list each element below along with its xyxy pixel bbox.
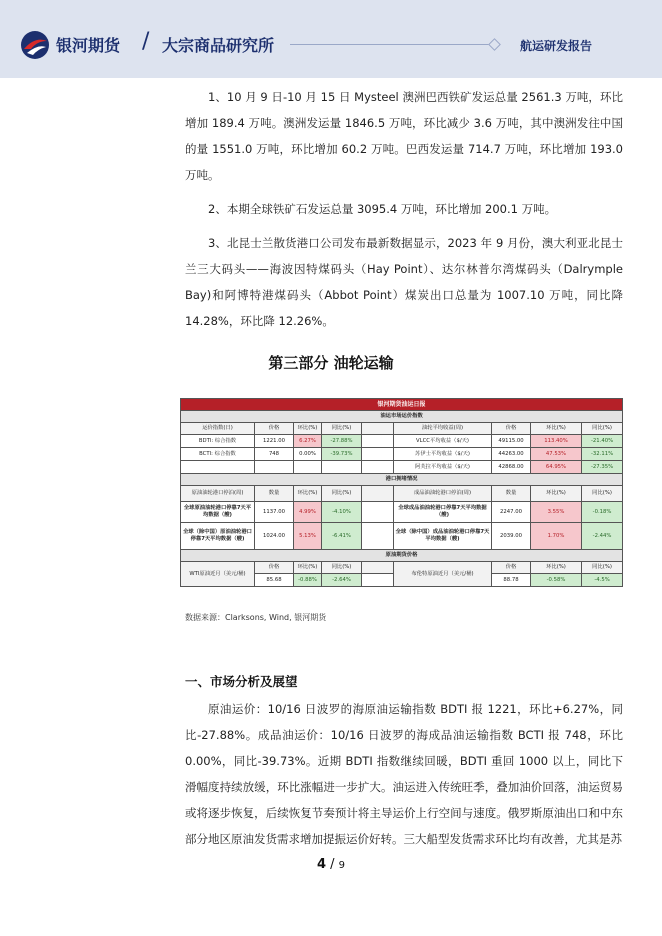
- row-label-bcti: BCTI: 综合指数: [181, 448, 255, 461]
- column-header: 价格: [492, 423, 531, 435]
- table-row: [181, 435, 623, 448]
- row-label-suezmax: 苏伊士平均收益（$/天): [394, 448, 492, 461]
- cell-change-negative: -0.18%: [582, 502, 623, 523]
- cell-change-negative: -2.64%: [322, 574, 362, 587]
- header-separator: /: [142, 29, 150, 54]
- cell-change-negative: -2.44%: [582, 523, 623, 550]
- empty-cell: [294, 461, 322, 474]
- analysis-paragraph: 原油运价：10/16 日波罗的海原油运输指数 BDTI 报 1221，环比+6.27%，同比-27.88%。成品油运价：10/16 日波罗的海成品油运输指数 BCTI 报 748，环比 0.00%，同比-39.73%。近期 BDTI 指数继续回暖，BDTI 重回 1000 以上，同比下滑幅度持续放缓，环比涨幅进一步扩大。油运进入传统旺季，叠加油价回落，油运贸易或将逐步恢复，后续恢复节奏预计将主导运价上行空间与速度。俄罗斯原油出口和中东部分地区原油发货需求增加提振运价好转。三大船型发货需求环比均有改善，尤其是苏: [185, 702, 623, 846]
- column-header: 环比(%): [294, 423, 322, 435]
- analysis-heading: 一、市场分析及展望: [185, 674, 298, 689]
- table-header-row: [181, 423, 623, 435]
- empty-cell: [255, 461, 294, 474]
- row-label-aframax: 阿芙拉平均收益（$/天): [394, 461, 492, 474]
- column-header: 同比(%): [322, 562, 362, 574]
- spacer-cell: [362, 461, 394, 474]
- cell-change-positive: 113.40%: [531, 435, 582, 448]
- report-type: 航运研发报告: [520, 39, 593, 53]
- page-separator: /: [330, 857, 335, 872]
- spacer-cell: [362, 502, 394, 523]
- page-total: 9: [338, 860, 346, 871]
- cell-value: 2039.00: [492, 523, 531, 550]
- column-header: 油轮平均收益(周): [394, 423, 492, 435]
- cell-change-positive: 6.27%: [294, 435, 322, 448]
- cell-value: 49115.00: [492, 435, 531, 448]
- diamond-icon: [488, 38, 501, 51]
- table-section-port-congestion: 港口拥堵情况: [181, 474, 623, 486]
- spacer-cell: [362, 562, 394, 574]
- page-header: [0, 0, 662, 78]
- row-label-crude-global: 全球原油油轮港口停靠7天平均数据（艘): [181, 502, 255, 523]
- spacer-cell: [362, 486, 394, 502]
- column-header: 价格: [255, 562, 294, 574]
- table-row: [181, 448, 623, 461]
- column-header: 同比(%): [322, 423, 362, 435]
- cell-value: 748: [255, 448, 294, 461]
- section-title: 第三部分 油轮运输: [268, 354, 394, 372]
- table-header-row: [181, 486, 623, 502]
- cell-change-negative: -39.73%: [322, 448, 362, 461]
- column-header: 环比(%): [531, 423, 582, 435]
- column-header: 同比(%): [582, 562, 623, 574]
- brand-name: 银河期货: [56, 36, 121, 55]
- column-header: 原油油轮港口停泊(周): [181, 486, 255, 502]
- row-label-bdti: BDTI: 综合指数: [181, 435, 255, 448]
- cell-change-negative: -0.58%: [531, 574, 582, 587]
- cell-value: 44263.00: [492, 448, 531, 461]
- column-header: 环比(%): [531, 486, 582, 502]
- cell-change-positive: 3.55%: [531, 502, 582, 523]
- table-row: [181, 523, 623, 550]
- row-label-crude-ex-china: 全球（除中国）原油油轮港口停靠7天平均数据（艘): [181, 523, 255, 550]
- cell-change-positive: 5.13%: [294, 523, 322, 550]
- cell-change-negative: -4.5%: [582, 574, 623, 587]
- spacer-cell: [362, 448, 394, 461]
- table-section-freight-index: 油运市场运价指数: [181, 411, 623, 423]
- column-header: 价格: [492, 562, 531, 574]
- cell-change-negative: -21.40%: [582, 435, 623, 448]
- row-label-wti: WTI原油近月（美元/桶): [181, 562, 255, 587]
- cell-change-positive: 64.95%: [531, 461, 582, 474]
- cell-change: 0.00%: [294, 448, 322, 461]
- column-header: 同比(%): [582, 423, 623, 435]
- paragraph-queensland-coal: 3、北昆士兰散货港口公司发布最新数据显示，2023 年 9 月份，澳大利亚北昆士兰三大码头——海波因特煤码头（Hay Point）、达尔林普尔湾煤码头（Dalrymple Bay)和阿博特港煤码头（Abbot Point）煤炭出口总量为 1007.10 万吨，同比降 14.28%，环比降 12.26%。: [185, 236, 623, 328]
- empty-cell: [181, 461, 255, 474]
- cell-value: 88.78: [492, 574, 531, 587]
- column-header: 数量: [255, 486, 294, 502]
- cell-change-negative: -27.88%: [322, 435, 362, 448]
- column-header: 价格: [255, 423, 294, 435]
- column-header: 环比(%): [531, 562, 582, 574]
- spacer-cell: [362, 523, 394, 550]
- column-header: 成品油油轮港口停泊(周): [394, 486, 492, 502]
- cell-value: 1137.00: [255, 502, 294, 523]
- cell-change-positive: 1.70%: [531, 523, 582, 550]
- table-title: 银河期货油运日报: [181, 399, 623, 411]
- column-header: 同比(%): [322, 486, 362, 502]
- cell-value: 42868.00: [492, 461, 531, 474]
- cell-change-positive: 47.53%: [531, 448, 582, 461]
- page-number: [0, 857, 662, 872]
- paragraph-global-iron-ore: 2、本期全球铁矿石发运总量 3095.4 万吨，环比增加 200.1 万吨。: [208, 202, 557, 216]
- row-label-product-ex-china: 全球（除中国）成品油油轮港口停靠7天平均数据（艘): [394, 523, 492, 550]
- cell-value: 2247.00: [492, 502, 531, 523]
- spacer-cell: [362, 435, 394, 448]
- table-header-row: [181, 562, 623, 574]
- paragraph-iron-ore-shipment: 1、10 月 9 日-10 月 15 日 Mysteel 澳洲巴西铁矿发运总量 2561.3 万吨，环比增加 189.4 万吨。澳洲发运量 1846.5 万吨，环比减少 3.6 万吨，其中澳洲发往中国的量 1551.0 万吨，环比增加 60.2 万吨。巴西发运量 714.7 万吨，环比增加 193.0 万吨。: [185, 90, 623, 182]
- row-label-product-global: 全球成品油油轮港口停靠7天平均数据（艘): [394, 502, 492, 523]
- row-label-brent: 布伦特原油近月（美元/桶): [394, 562, 492, 587]
- cell-value: 85.68: [255, 574, 294, 587]
- cell-change-negative: -4.10%: [322, 502, 362, 523]
- cell-change-negative: -6.41%: [322, 523, 362, 550]
- page-current: 4: [316, 857, 326, 872]
- cell-value: 1024.00: [255, 523, 294, 550]
- cell-change-negative: -0.88%: [294, 574, 322, 587]
- row-label-vlcc: VLCC平均收益（$/天): [394, 435, 492, 448]
- institute-name: 大宗商品研究所: [162, 36, 275, 55]
- column-header: 运价指数(日): [181, 423, 255, 435]
- header-divider-line: [290, 44, 490, 45]
- table-row: [181, 502, 623, 523]
- galaxy-logo-icon: [20, 30, 50, 60]
- cell-change-negative: -32.11%: [582, 448, 623, 461]
- column-header: 环比(%): [294, 486, 322, 502]
- cell-value: 1221.00: [255, 435, 294, 448]
- column-header: 同比(%): [582, 486, 623, 502]
- column-header: 数量: [492, 486, 531, 502]
- table-row: [181, 461, 623, 474]
- spacer-cell: [362, 423, 394, 435]
- empty-cell: [322, 461, 362, 474]
- table-section-crude-futures: 原油期货价格: [181, 550, 623, 562]
- cell-change-positive: 4.99%: [294, 502, 322, 523]
- oil-shipping-daily-table: [180, 398, 623, 587]
- column-header: 环比(%): [294, 562, 322, 574]
- data-source-note: 数据来源：Clarksons, Wind, 银河期货: [185, 613, 327, 622]
- spacer-cell: [362, 574, 394, 587]
- cell-change-negative: -27.35%: [582, 461, 623, 474]
